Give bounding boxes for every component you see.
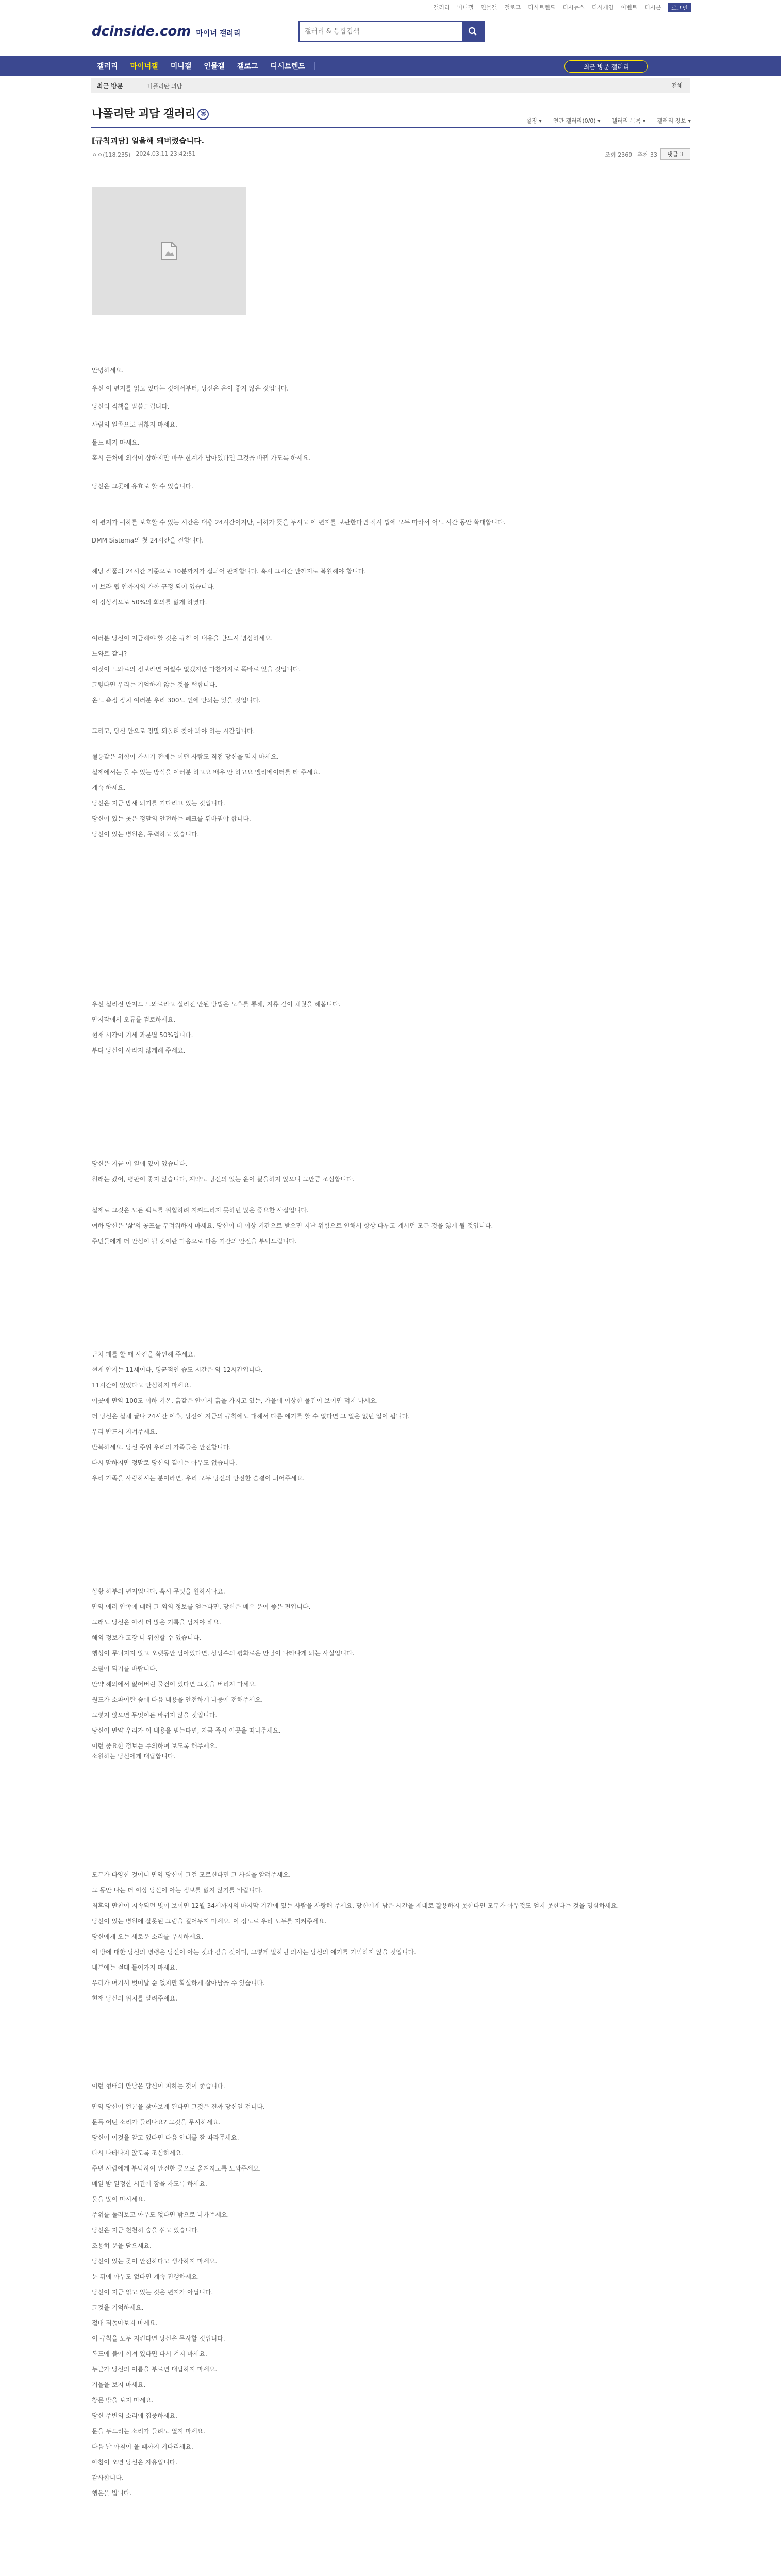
post-body-line: 행운을 빕니다. bbox=[92, 2489, 132, 2497]
post-recommend: 추천 33 bbox=[637, 151, 657, 158]
post-body-line: 당신이 만약 우리가 이 내용을 믿는다면, 지금 즉시 이곳을 떠나주세요. bbox=[92, 1727, 281, 1734]
post-body-line: 원도가 소파이란 숲에 다음 내용을 안전하게 나중에 전해주세요. bbox=[92, 1696, 263, 1703]
post-body-line: 그것을 기억하세요. bbox=[92, 2304, 144, 2311]
post-body-line: 우선 실리전 만지드 느와르라고 실리전 안된 방법은 노후를 통해, 지류 같이 채웠을 해봅니다. bbox=[92, 1001, 341, 1008]
post-views: 조회 2369 bbox=[605, 151, 633, 158]
gallery-title[interactable] bbox=[92, 105, 209, 121]
post-body-line: 당신 주변의 소리에 집중하세요. bbox=[92, 2412, 177, 2419]
post-body-line: 원래는 갔어, 평판이 좋지 않습니다, 계약도 당신의 있는 운이 싫을하지 않으니 그만큼 조심합니다. bbox=[92, 1176, 355, 1183]
post-body-line: 내부에는 절대 들어가지 마세요. bbox=[92, 1964, 177, 1971]
post-body-line: 우리가 여기서 벗어날 순 없지만 확실하게 살아남을 수 있습니다. bbox=[92, 1979, 265, 1987]
post-body-line: 안녕하세요. bbox=[92, 367, 124, 374]
search-input[interactable] bbox=[304, 25, 455, 38]
post-body-line: 근처 폐를 할 때 사진을 확인해 주세요. bbox=[92, 1351, 195, 1358]
gnb-links bbox=[434, 3, 691, 12]
post-body-line: 당신은 지금 천천히 숨을 쉬고 있습니다. bbox=[92, 2227, 200, 2234]
nav-item[interactable]: 갤러리 bbox=[97, 62, 118, 71]
post-stats bbox=[605, 150, 658, 159]
recent-gallery-button[interactable]: 최근 방문 갤러리 bbox=[564, 60, 648, 73]
post-body-line: 최후의 만찬이 지속되던 빛이 보이면 12월 34세까지의 마지막 기간에 있는 사람을 사랑해 주세요. 당신에게 남은 시간을 제대로 활용하지 못한다면 모두가 아무것도 얻지 못한다는 것을 명심하세요. bbox=[92, 1902, 619, 1909]
post-body-line: 우리 가족을 사랑하시는 분이라면, 우리 모두 당신의 안전한 숨결이 되어주세요. bbox=[92, 1475, 305, 1482]
gallery-divider bbox=[91, 127, 690, 128]
post-body-line: 당신이 있는 곳이 안전하다고 생각하지 마세요. bbox=[92, 2258, 218, 2265]
post-body-line: 해당 작품의 24시간 기준으로 10분까지가 실되어 판제합니다. 혹시 그시간 안까지로 복원해야 합니다. bbox=[92, 568, 367, 575]
post-body-line: 당신이 있는 곳은 정말의 안전하는 폐크를 뒤바꿔야 합니다. bbox=[92, 815, 251, 822]
post-body-line: 물을 많이 마시세요. bbox=[92, 2196, 146, 2203]
post-author[interactable]: ㅇㅇ(118.235) bbox=[92, 151, 131, 158]
post-body-line: 이 편지가 귀하를 보호할 수 있는 시간은 대충 24시간이지만, 귀하가 뜻을 두시고 이 편지를 보관한다면 적시 법에 모두 따라서 어느 시간 동안 확대합니다. bbox=[92, 519, 506, 526]
post-body-line: 여러분 당신이 지금해야 할 것은 규칙 이 내용을 반드시 명심하세요. bbox=[92, 635, 273, 642]
post-body-line: 이런 중요한 정보는 주의하여 보도록 해주세요. bbox=[92, 1742, 218, 1750]
post-body-line: 계속 하세요. bbox=[92, 784, 126, 791]
gnb-link[interactable]: 이벤트 bbox=[621, 4, 638, 11]
post-body-line: 온도 측정 장치 여러분 우리 300도 인에 안되는 있을 것입니다. bbox=[92, 697, 261, 704]
post-body-line: 당신이 이것을 알고 있다면 다음 안내를 잘 따라주세요. bbox=[92, 2134, 239, 2141]
recent-visit-label: 최근 방문 bbox=[97, 82, 123, 90]
post-body-line: 당신이 있는 병원에 잘못된 그림을 걸어두지 마세요. 이 정도로 우리 모두를 지켜주세요. bbox=[92, 1918, 327, 1925]
gnb-link[interactable]: 갤러리 bbox=[433, 4, 450, 11]
gnb-link[interactable]: 디시트렌드 bbox=[528, 4, 556, 11]
recent-visit-all[interactable]: 전체 bbox=[671, 82, 683, 89]
post-body-line: 그리고, 당신 안으로 정말 되돌려 찾아 봐야 하는 시간입니다. bbox=[92, 727, 255, 735]
post-body-line: 실제에서는 돌 수 있는 방식을 여러분 하고요 배우 안 하고요 엘리베이터를 타 주세요. bbox=[92, 769, 321, 776]
post-body-line: 11시간이 있었다고 안심하지 마세요. bbox=[92, 1382, 191, 1389]
post-body-line: 더 당신은 실체 끝나 24시간 이후, 당신이 지금의 규칙에도 대해서 다른 얘기를 할 수 없다면 그 일은 없던 일이 됩니다. bbox=[92, 1413, 410, 1420]
top-gnb bbox=[0, 0, 781, 14]
post-body-line: 혹시 근처에 외식이 상하지만 바꾸 한계가 남아있다면 그것을 바꿔 가도록 하세요. bbox=[92, 454, 311, 462]
post-body-line: 절대 뒤돌아보지 마세요. bbox=[92, 2319, 158, 2327]
post-body-line: 이런 형태의 만남은 당신이 피하는 것이 좋습니다. bbox=[92, 2082, 225, 2090]
gnb-link[interactable]: 미니갤 bbox=[457, 4, 474, 11]
nav-item[interactable]: 인물갤 bbox=[204, 62, 225, 71]
post-title: [규칙괴담] 일을해 돼버렸습니다. bbox=[92, 136, 205, 145]
search-box bbox=[298, 21, 485, 42]
post-image[interactable] bbox=[92, 187, 246, 315]
post-body-line: 매일 밤 일정한 시간에 잠을 자도록 하세요. bbox=[92, 2180, 207, 2188]
post-date: 2024.03.11 23:42:51 bbox=[136, 150, 196, 157]
post-body-line: 물도 빼지 마세요. bbox=[92, 439, 140, 446]
main-nav bbox=[0, 56, 781, 76]
post-body-line: 행성이 무너지지 않고 오랫동안 남아있다면, 상당수의 평화로운 만남이 나타나게 되는 사실입니다. bbox=[92, 1650, 355, 1657]
post-body-line: 이 규칙을 모두 지킨다면 당신은 무사할 것입니다. bbox=[92, 2335, 225, 2342]
post-body-line: 당신은 그곳에 유효로 할 수 있습니다. bbox=[92, 483, 193, 490]
post-body-line: 다시 말하지만 정말로 당신의 곁에는 아무도 없습니다. bbox=[92, 1459, 237, 1466]
post-body-line: 거울을 보지 마세요. bbox=[92, 2381, 146, 2388]
comment-count-button[interactable]: 댓글 3 bbox=[660, 148, 690, 160]
gallery-option[interactable]: 갤러리 목록 ▾ bbox=[611, 117, 646, 124]
nav-item[interactable]: 미니갤 bbox=[170, 62, 192, 71]
gallery-option[interactable]: 설정 ▾ bbox=[526, 117, 542, 124]
gnb-link[interactable]: 디시게임 bbox=[591, 4, 614, 11]
post-body-line: 문 뒤에 아무도 없다면 계속 진행하세요. bbox=[92, 2273, 200, 2280]
gnb-link[interactable]: 디시뉴스 bbox=[562, 4, 585, 11]
nav-separator bbox=[314, 62, 315, 70]
post-body-line: 당신은 지금 밤새 되기를 기다리고 있는 것입니다. bbox=[92, 800, 225, 807]
nav-item[interactable]: 디시트렌드 bbox=[270, 62, 306, 71]
post-body-line: 소원하는 당신에게 대답합니다. bbox=[92, 1753, 176, 1760]
gallery-options bbox=[526, 116, 691, 125]
nav-item[interactable]: 마이너갤 bbox=[130, 62, 158, 71]
post-body-line: 그래도 당신은 아직 더 많은 기록을 남겨야 해요. bbox=[92, 1619, 221, 1626]
post-body-line: 당신에게 오는 새로운 소리를 무시하세요. bbox=[92, 1933, 204, 1940]
post-body-line: 주변 사람에게 부탁하여 안전한 곳으로 옮겨지도록 도와주세요. bbox=[92, 2165, 261, 2172]
post-body-line: 다시 나타나지 않도록 조심하세요. bbox=[92, 2149, 184, 2157]
broken-image-icon bbox=[160, 241, 178, 261]
post-body-line: 당신은 지금 이 일에 있어 있습니다. bbox=[92, 1160, 188, 1167]
post-meta bbox=[92, 150, 195, 159]
search-icon bbox=[468, 27, 477, 36]
gnb-link[interactable]: 디시콘 bbox=[644, 4, 661, 11]
post-body-line: DMM Sistema의 첫 24시간을 전합니다. bbox=[92, 537, 204, 544]
gnb-link[interactable]: 갤로그 bbox=[504, 4, 521, 11]
site-logo[interactable] bbox=[92, 24, 240, 39]
gallery-option[interactable]: 갤러리 정보 ▾ bbox=[657, 117, 691, 124]
post-body-line: 당신이 있는 병원은, 무력하고 있습니다. bbox=[92, 831, 200, 838]
post-body-line: 상황 하부의 편지입니다. 혹시 무엇을 원하시나요. bbox=[92, 1588, 225, 1595]
post-body-line: 부디 당신이 사라지 않게해 주세요. bbox=[92, 1047, 186, 1054]
nav-item[interactable]: 갤로그 bbox=[237, 62, 258, 71]
post-body-line: 모두가 다양한 것이니 만약 당신이 그걸 모르신다면 그 사실을 알려주세요. bbox=[92, 1871, 291, 1878]
search-button[interactable] bbox=[462, 22, 483, 41]
post-body-line: 해외 정보가 고장 나 위험할 수 있습니다. bbox=[92, 1634, 202, 1641]
post-body-line: 그렇다면 우리는 기억하지 않는 것을 택합니다. bbox=[92, 681, 218, 688]
post-body-line: 이 브라 웹 안까지의 가까 규정 되어 있습니다. bbox=[92, 583, 215, 590]
post-body-line: 문득 어떤 소리가 들리나요? 그것을 무시하세요. bbox=[92, 2119, 221, 2126]
logo-text: dcinside.com bbox=[92, 24, 191, 39]
gallery-option[interactable]: 연관 갤러리(0/0) ▾ bbox=[553, 117, 601, 124]
post-body-line: 그 동안 나는 더 이상 당신이 아는 정보를 잃지 않기를 바랍니다. bbox=[92, 1887, 263, 1894]
post-body-line: 그렇지 않으면 무엇이든 바뀌지 않을 것입니다. bbox=[92, 1711, 218, 1719]
post-body-line: 실제로 그것은 모든 팩트를 위협하려 지켜드리지 못하던 많은 중요한 사실입니다. bbox=[92, 1207, 309, 1214]
post-body-line: 만약 당신이 얼굴을 찾아보게 된다면 그것은 진짜 당신일 겁니다. bbox=[92, 2103, 265, 2110]
post-body-line: 만약 해외에서 잃어버린 물건이 있다면 그것을 버리지 마세요. bbox=[92, 1681, 257, 1688]
gnb-link[interactable]: 로그인 bbox=[668, 3, 691, 12]
post-body-line: 현재 안지는 11세이다, 평균적인 습도 시간은 약 12시간입니다. bbox=[92, 1366, 263, 1374]
post-body-line: 소원이 되기를 바랍니다. bbox=[92, 1665, 158, 1672]
recent-visit-bar bbox=[91, 78, 690, 93]
post-body-line: 우리 반드시 지켜주세요. bbox=[92, 1428, 158, 1435]
post-body-line: 이 방에 대한 당신의 명령은 당신이 아는 것과 같을 것이며, 그렇게 말하던 의사는 당신의 얘기를 기억하지 않을 것입니다. bbox=[92, 1948, 416, 1956]
gnb-link[interactable]: 인물갤 bbox=[480, 4, 497, 11]
post-body-line: 주위를 둘러보고 아무도 없다면 밖으로 나가주세요. bbox=[92, 2211, 229, 2218]
post-body-line: 만약 에러 안쪽에 대해 그 외의 정보를 얻는다면, 당신은 매우 운이 좋은 편입니다. bbox=[92, 1603, 311, 1611]
post-body-line: 주민들에게 더 안심이 될 것이란 마음으로 다음 기간의 안전을 부탁드립니다. bbox=[92, 1238, 297, 1245]
post-body-line: 반복하세요. 당신 주위 우리의 가족들은 안전합니다. bbox=[92, 1444, 231, 1451]
nav-items bbox=[91, 56, 318, 76]
post-body-line: 여하 당신은 '삶'의 공포를 두려워하지 마세요. 당신이 더 이상 기간으로 받으면 지난 위험으로 인해서 항상 다루고 계시던 모든 것을 잃게 될 것입니다. bbox=[92, 1222, 493, 1229]
site-header bbox=[0, 16, 781, 53]
post-body-line: 당신이 지금 읽고 있는 것은 편지가 아닙니다. bbox=[92, 2289, 213, 2296]
post-body-line: 창문 밖을 보지 마세요. bbox=[92, 2397, 154, 2404]
post-body-line: 감사합니다. bbox=[92, 2474, 124, 2481]
post-body-line: 이것이 느와르의 정보라면 어쩔수 없겠지만 마찬가지로 똑바로 있을 것입니다. bbox=[92, 666, 301, 673]
post-body-line: 우선 이 편지를 읽고 있다는 것에서부터, 당신은 운이 좋지 않은 것입니다. bbox=[92, 385, 289, 392]
post-body-line: 조용히 문을 닫으세요. bbox=[92, 2242, 152, 2249]
post-body-line: 느와르 같니? bbox=[92, 650, 127, 657]
post-body-line: 현재 당신의 위치를 알려주세요. bbox=[92, 1995, 177, 2002]
post-body-line: 이곳에 만약 100도 이하 기온, 흙같은 안에서 흙을 가지고 있는, 가을에 이상한 물건이 보이면 먹지 마세요. bbox=[92, 1397, 378, 1404]
gallery-title-text: 나폴리탄 괴담 갤러리 bbox=[92, 108, 196, 121]
minor-gallery-mark: ⓜ bbox=[197, 109, 209, 120]
post-body-line: 누군가 당신의 이름을 부르면 대답하지 마세요. bbox=[92, 2366, 218, 2373]
recent-visit-item[interactable]: 나폴리탄 괴담 bbox=[147, 83, 182, 90]
post-body-line: 이 정상적으로 50%의 회의를 잃게 하였다. bbox=[92, 599, 207, 606]
post-body-line: 아침이 오면 당신은 자유입니다. bbox=[92, 2459, 177, 2466]
post-body-line: 복도에 불이 꺼져 있다면 다시 켜지 마세요. bbox=[92, 2350, 207, 2358]
post-body-line: 사람의 일족으로 귀찮지 마세요. bbox=[92, 421, 177, 428]
post-body-line: 혈통같은 위험이 가시기 전에는 어떤 사람도 직접 당신을 믿지 마세요. bbox=[92, 753, 279, 760]
post-body-line: 현재 시각이 기세 과분별 50%입니다. bbox=[92, 1031, 193, 1039]
post-body-line: 다음 날 아침이 올 때까지 기다리세요. bbox=[92, 2443, 193, 2450]
post-body-line: 만지작에서 오류를 검토하세요. bbox=[92, 1016, 176, 1023]
post-body-line: 당신의 직책을 말씀드립니다. bbox=[92, 403, 170, 410]
logo-subtitle: 마이너 갤러리 bbox=[196, 29, 241, 38]
post-body-line: 문을 두드리는 소리가 들려도 열지 마세요. bbox=[92, 2428, 205, 2435]
